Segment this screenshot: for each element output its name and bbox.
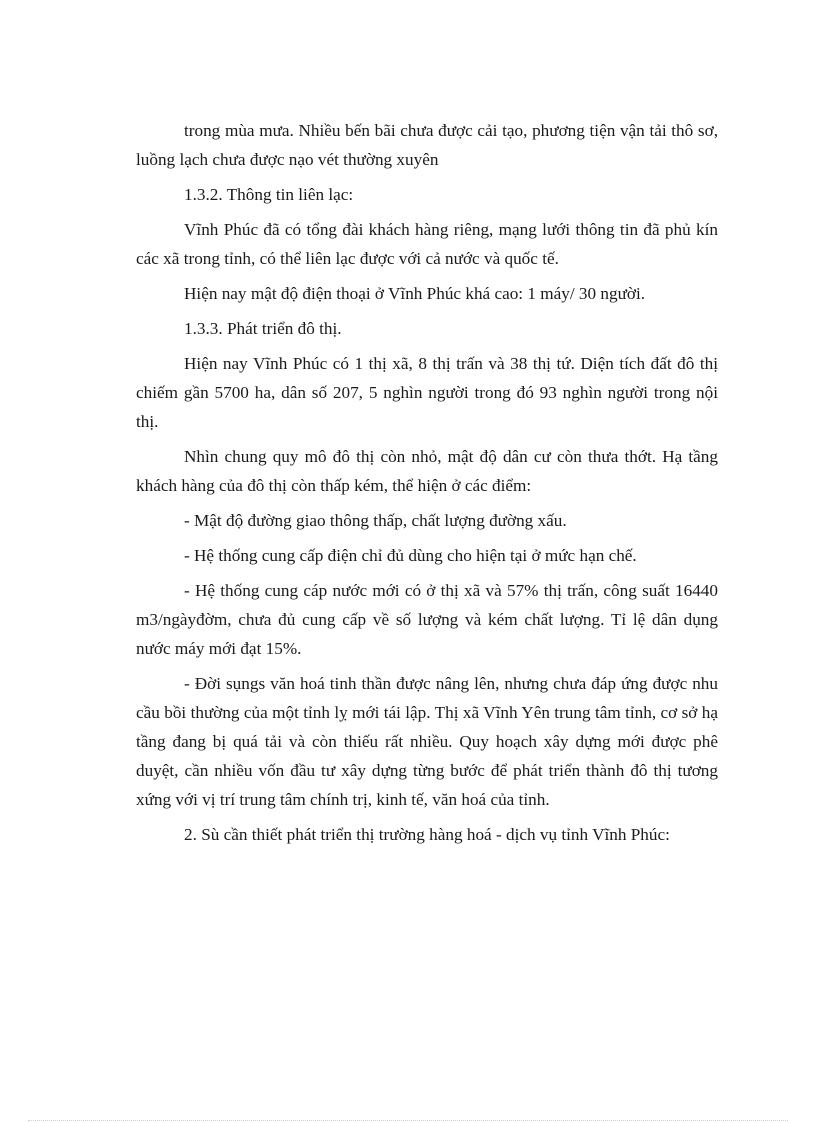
- paragraph-urban-overview: Nhìn chung quy mô đô thị còn nhỏ, mật độ dân cư còn thưa thớt. Hạ tầng khách hàng của đô thị còn thấp kém, thể hiện ở các điểm:: [136, 447, 718, 495]
- body-text: [136, 116, 718, 849]
- section-heading-market-need: 2. Sù cần thiết phát triển thị trường hàng hoá - dịch vụ tỉnh Vĩnh Phúc:: [184, 825, 670, 844]
- bullet-water-supply: - Hệ thống cung cáp nước mới có ở thị xã và 57% thị trấn, công suất 16440 m3/ngàyđờm, chưa đủ cung cấp về số lượng và kém chất lượng. Tỉ lệ dân dụng nước máy mới đạt 15%.: [136, 581, 718, 658]
- bullet-roads: - Mật độ đường giao thông thấp, chất lượng đường xấu.: [184, 511, 567, 530]
- section-heading-communications: 1.3.2. Thông tin liên lạc:: [184, 185, 354, 204]
- paragraph-phone-density: Hiện nay mật độ điện thoại ở Vĩnh Phúc khá cao: 1 máy/ 30 người.: [184, 284, 646, 303]
- section-heading-urban-development: 1.3.3. Phát triển đô thị.: [184, 319, 342, 338]
- bullet-electricity: - Hệ thống cung cấp điện chỉ đủ dùng cho hiện tại ở mức hạn chế.: [184, 546, 637, 565]
- paragraph-telecom-network: Vĩnh Phúc đã có tổng đài khách hàng riêng, mạng lưới thông tin đã phủ kín các xã trong tỉnh, có thể liên lạc được với cả nước và quốc tế.: [136, 220, 718, 268]
- page-bottom-divider: [28, 1120, 788, 1121]
- bullet-culture: - Đời sụngs văn hoá tinh thần được nâng lên, nhưng chưa đáp ứng được nhu cầu bồi thường của một tỉnh lỵ mới tái lập. Thị xã Vĩnh Yên trung tâm tỉnh, cơ sở hạ tầng đang bị quá tải và còn thiếu rất nhiều. Quy hoạch xây dựng mới được phê duyệt, cần nhiều vốn đầu tư xây dựng từng bước để phát triển thành đô thị tương xứng với vị trí trung tâm chính trị, kinh tế, văn hoá của tỉnh.: [136, 674, 718, 809]
- paragraph-waterway-transport: trong mùa mưa. Nhiều bến bãi chưa được cải tạo, phương tiện vận tải thô sơ, luồng lạch chưa được nạo vét thường xuyên: [136, 121, 718, 169]
- paragraph-urban-stats: Hiện nay Vĩnh Phúc có 1 thị xã, 8 thị trấn và 38 thị tứ. Diện tích đất đô thị chiếm gần 5700 ha, dân số 207, 5 nghìn người trong đó 93 nghìn người trong nội thị.: [136, 354, 718, 431]
